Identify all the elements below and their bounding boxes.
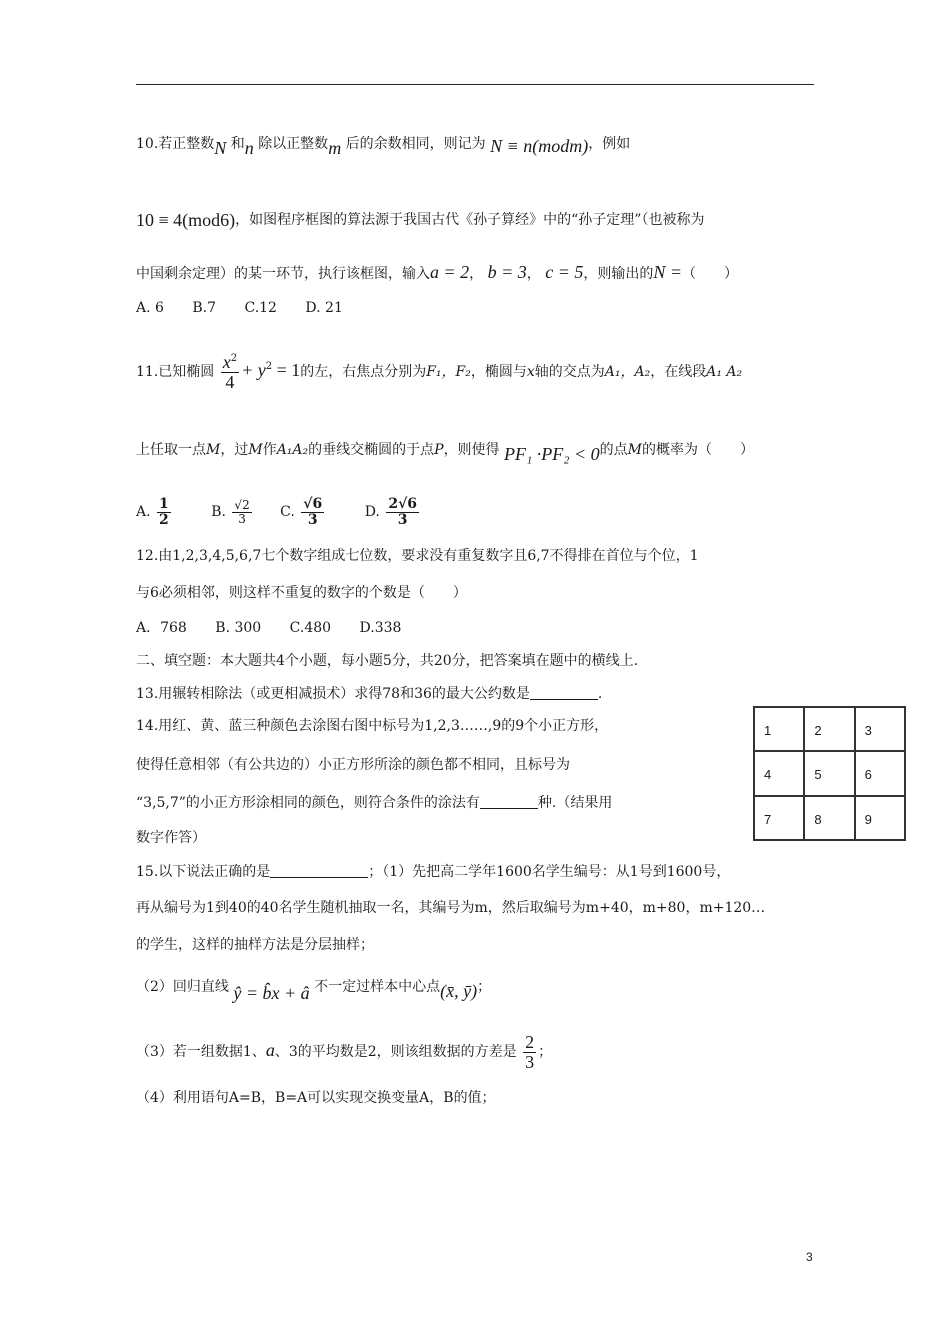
segment: A₁ A₂ <box>706 364 743 380</box>
q10-line1 <box>136 132 631 158</box>
q14-text: “3,5,7”的小正方形涂相同的颜色，则符合条件的涂法有 <box>136 795 480 811</box>
q11-text: ，在线段 <box>650 364 707 380</box>
q11-text: 的概率为（ ） <box>642 442 755 458</box>
regression-formula: ŷ = b̂x + â <box>233 983 310 1003</box>
q14-line1: 14.用红、黄、蓝三种颜色去涂图右图中标号为1,2,3……,9的9个小正方形， <box>136 718 609 734</box>
den: 3 <box>307 511 318 528</box>
q10-text: 和 <box>230 136 245 152</box>
option-b: B.7 <box>192 300 217 316</box>
q15-statement4: （4）利用语句A=B，B=A可以实现交换变量A，B的值； <box>136 1090 496 1106</box>
grid-cell: 8 <box>804 796 854 840</box>
answer-blank <box>480 794 538 809</box>
num: 1 <box>159 495 169 512</box>
q15-statement3 <box>136 1028 552 1074</box>
num: 2√6 <box>388 495 418 512</box>
q10-line2 <box>136 208 704 230</box>
q11-text: 的点 <box>599 442 628 458</box>
option-a: A. <box>136 504 151 520</box>
input-a: a = 2 <box>430 262 470 282</box>
q13 <box>136 684 602 704</box>
q11-text: ，则使得 <box>443 442 500 458</box>
q10-text: 后的余数相同，则记为 <box>345 136 486 152</box>
grid-cell: 2 <box>804 707 854 751</box>
den: 3 <box>238 511 246 526</box>
exponent: 2 <box>265 361 273 372</box>
option-a: A．768 <box>136 620 187 636</box>
point-M: M <box>248 442 263 458</box>
option-c-fraction <box>301 497 324 527</box>
option-b-fraction <box>232 499 251 525</box>
grid-cell: 6 <box>855 751 905 795</box>
q11-text: ，椭圆与 <box>470 364 527 380</box>
q15-text: ； <box>477 979 492 995</box>
option-d: D. 21 <box>305 300 343 316</box>
grid-cell: 1 <box>754 707 804 751</box>
header-rule <box>136 84 814 85</box>
q15-text: 15.以下说法正确的是 <box>136 864 271 880</box>
option-c: C. <box>280 504 295 520</box>
ellipse-fraction <box>221 353 239 392</box>
ellipse-rhs: = 1 <box>276 360 301 380</box>
option-a-fraction <box>157 497 171 527</box>
q11-text: ，过 <box>220 442 249 458</box>
var-m: m <box>328 138 342 158</box>
num: √2 <box>234 497 250 512</box>
q10-options <box>136 298 367 318</box>
input-c: c = 5 <box>545 262 584 282</box>
num: √6 <box>303 495 323 512</box>
answer-blank <box>530 685 598 700</box>
q12-line2: 与6必须相邻，则这样不重复的数字的个数是（ ） <box>136 585 467 601</box>
section-heading: 二、填空题：本大题共4个小题，每小题5分，共20分，把答案填在题中的横线上. <box>136 653 639 669</box>
q12-options <box>136 618 425 638</box>
q11-options <box>136 492 421 532</box>
output-N: N = <box>653 262 683 282</box>
example-formula: 10 ≡ 4(mod6) <box>136 210 236 230</box>
q15-text: （3）若一组数据1、 <box>136 1044 266 1060</box>
q11-line1 <box>136 343 742 396</box>
option-c: C.12 <box>244 300 277 316</box>
q13-text: 13.用辗转相除法（或更相减损术）求得78和36的最大公约数是 <box>136 686 530 702</box>
q13-text: . <box>597 686 603 702</box>
grid-cell: 4 <box>754 751 804 795</box>
option-b: B. 300 <box>215 620 262 636</box>
grid-cell: 7 <box>754 796 804 840</box>
points-A: A₁，A₂ <box>604 364 651 380</box>
ellipse-x: x <box>222 351 231 372</box>
ellipse-den: 4 <box>225 371 235 392</box>
page-number: 3 <box>806 1250 813 1264</box>
var-n: n <box>244 138 254 158</box>
grid-cell: 3 <box>855 707 905 751</box>
grid-cell: 5 <box>804 751 854 795</box>
q14-line3 <box>136 793 612 813</box>
q15-line3: 的学生，这样的抽样方法是分层抽样； <box>136 937 374 953</box>
option-d: D. <box>364 504 380 520</box>
q11-text: 轴的交点为 <box>534 364 605 380</box>
option-a: A. 6 <box>136 300 164 316</box>
q15-line1 <box>136 862 730 882</box>
num: 2 <box>525 1031 535 1052</box>
q15-text: ；（1）先把高二学年1600名学生编号：从1号到1600号， <box>368 864 731 880</box>
variance-fraction <box>523 1033 536 1072</box>
var-a: a <box>265 1040 275 1060</box>
den: 3 <box>397 511 408 528</box>
q15-text: （2）回归直线 <box>136 979 229 995</box>
input-b: b = 3 <box>487 262 527 282</box>
sample-center: (x̄, ȳ) <box>440 981 478 1001</box>
line-A1A2: A₁A₂ <box>276 442 309 458</box>
dot-product-condition: PF₁ ·PF₂ < 0 <box>504 444 600 464</box>
den: 3 <box>525 1051 535 1072</box>
q11-text: 作 <box>262 442 277 458</box>
q10-text: 中国剩余定理）的某一环节，执行该框图，输入 <box>136 266 430 282</box>
congruence-formula: N ≡ n(modm) <box>490 136 589 156</box>
grid-cell: 9 <box>855 796 905 840</box>
den: 2 <box>159 511 169 528</box>
number-grid <box>753 706 906 841</box>
q10-line3: 中国剩余定理）的某一环节，执行该框图，输入a = 2， b = 3， c = 5，则输出的N =（ ） <box>136 262 739 282</box>
point-M: M <box>206 442 221 458</box>
q10-text: ，如图程序框图的算法源于我国古代《孙子算经》中的“孙子定理”（也被称为 <box>235 212 705 228</box>
q14-line4: 数字作答） <box>136 830 206 846</box>
point-P: P <box>434 442 444 458</box>
option-c: C.480 <box>289 620 332 636</box>
q11-line2 <box>136 438 755 464</box>
ellipse-y: + y <box>241 360 266 380</box>
q10-text: 10.若正整数 <box>136 136 215 152</box>
option-d: D.338 <box>359 620 402 636</box>
q11-text: 上任取一点 <box>136 442 206 458</box>
q10-text: （ ） <box>682 266 739 282</box>
q10-text: 除以正整数 <box>258 136 329 152</box>
q15-text: ； <box>538 1044 553 1060</box>
foci: F₁，F₂ <box>426 364 471 380</box>
q15-line2: 再从编号为1到40的40名学生随机抽取一名，其编号为m，然后取编号为m+40，m+80，m+120… <box>136 900 766 916</box>
var-x: x <box>526 364 535 380</box>
option-b: B. <box>211 504 226 520</box>
q15-text: 不一定过样本中心点 <box>314 979 441 995</box>
q12-line1: 12.由1,2,3,4,5,6,7七个数字组成七位数，要求没有重复数字且6,7不得排在首位与个位，1 <box>136 548 699 564</box>
answer-blank <box>270 863 368 878</box>
option-d-fraction <box>386 497 419 527</box>
point-M: M <box>627 442 643 458</box>
q11-text: 11.已知椭圆 <box>136 364 215 380</box>
q11-text: 的垂线交椭圆的于点 <box>308 442 435 458</box>
exponent: 2 <box>230 352 238 364</box>
q11-text: 的左，右焦点分别为 <box>300 364 427 380</box>
q10-text: ，则输出的 <box>583 266 654 282</box>
q10-text: ，例如 <box>588 136 631 152</box>
q14-text: 种.（结果用 <box>537 795 613 811</box>
q15-statement2 <box>136 975 492 1003</box>
q15-text: 、3的平均数是2，则该组数据的方差是 <box>274 1044 517 1060</box>
var-N: N <box>214 138 227 158</box>
q14-line2: 使得任意相邻（有公共边的）小正方形所涂的颜色都不相同，且标号为 <box>136 757 570 773</box>
